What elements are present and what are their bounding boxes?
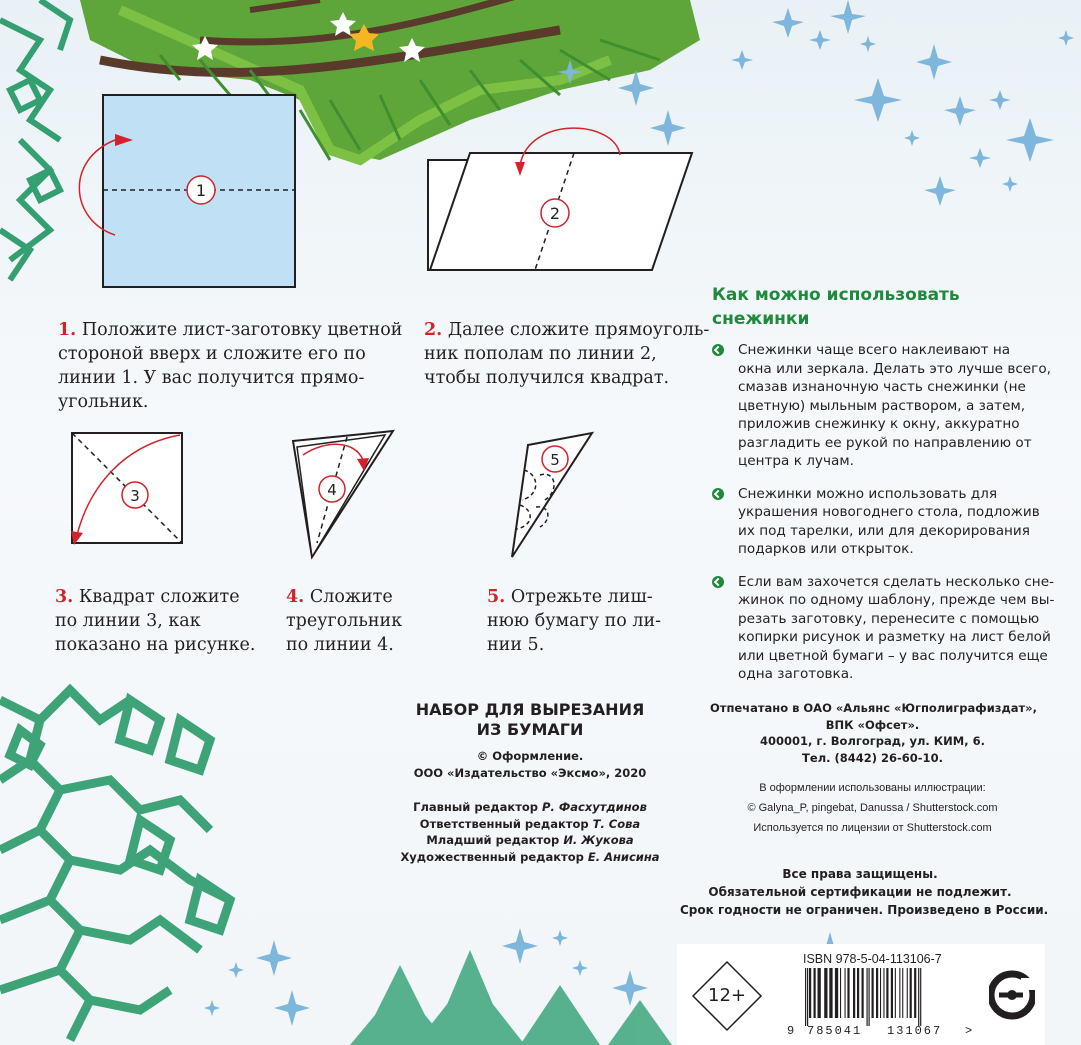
- step-4-number: 4.: [286, 587, 305, 607]
- usage-item-3-line-3: резать заготовку, перенесите с помощью: [738, 610, 1040, 627]
- barcode-bar: [809, 968, 811, 1018]
- barcode-bar: [876, 968, 878, 1018]
- printing-block: [710, 700, 1035, 838]
- step-5-number: 5.: [487, 587, 506, 607]
- step-1-caption: [58, 318, 402, 414]
- step-3-line-3: показано на рисунке.: [55, 635, 256, 655]
- editor-name: Е. Анисина: [587, 849, 660, 864]
- age-rating-text: 12+: [708, 985, 746, 1006]
- fold-diagram-3: [65, 425, 195, 555]
- barcode: [801, 968, 961, 1028]
- check-bullet-icon: [712, 488, 724, 500]
- isbn-panel: [677, 944, 1045, 1045]
- fold-diagram-2: [420, 110, 700, 280]
- diagram-label-4: 4: [327, 481, 337, 499]
- editor-line: [380, 832, 680, 849]
- illustrations-credits: [710, 778, 1035, 838]
- age-rating-badge: [691, 960, 763, 1032]
- diagram-label-1: 1: [195, 181, 207, 200]
- usage-item: [712, 485, 1054, 559]
- check-bullet-icon: [712, 344, 724, 356]
- editor-role: Ответственный редактор: [419, 816, 589, 831]
- illustrations-line-2: © Galyna_P, pingebat, Danussa / Shutterstock.com: [747, 802, 998, 814]
- barcode-bar: [914, 968, 916, 1018]
- barcode-bar: [814, 968, 816, 1018]
- barcode-bar: [883, 968, 884, 1018]
- barcode-bar: [805, 968, 806, 1026]
- step-2-number: 2.: [424, 320, 443, 340]
- barcode-bar: [807, 968, 808, 1026]
- step-3-caption: [55, 585, 255, 657]
- usage-item-2-line-3: их под тарелки, или для декорирования: [738, 522, 1030, 539]
- usage-item: [712, 573, 1054, 684]
- usage-item-1-line-7: центра к лучам.: [738, 453, 854, 469]
- step-4-line-1: Сложите: [309, 587, 393, 607]
- usage-item: [712, 341, 1054, 471]
- usage-item-3-line-1: Если вам захочется сделать несколько сне-: [738, 573, 1054, 590]
- fold-diagram-1: [60, 90, 310, 300]
- product-title: [380, 700, 680, 740]
- barcode-bar: [862, 968, 864, 1018]
- barcode-bar: [872, 968, 874, 1018]
- fold-diagram-4: [285, 425, 410, 570]
- printing-line-3: 400001, г. Волгоград, ул. КИМ, 6.: [760, 734, 985, 748]
- illustrations-line-3: Используется по лицензии от Shutterstock.com: [753, 822, 992, 834]
- rights-line-2: Обязательной сертификации не подлежит.: [708, 885, 1012, 899]
- barcode-bar: [869, 968, 870, 1026]
- usage-title-line-1: Как можно использовать: [712, 285, 960, 305]
- diagram-label-5: 5: [550, 451, 560, 469]
- eksmo-logo-icon: [989, 968, 1035, 1022]
- editor-name: И. Жукова: [563, 833, 634, 847]
- diagram-label-3: 3: [130, 487, 140, 505]
- barcode-bar: [899, 968, 900, 1018]
- barcode-bar: [895, 968, 896, 1018]
- usage-item-3-line-5: или цветной бумаги – у вас получится еще: [738, 647, 1048, 664]
- step-1-line-4: угольник.: [58, 392, 149, 412]
- printing-line-4: Тел. (8442) 26-60-10.: [802, 750, 943, 765]
- usage-section: [712, 283, 1054, 698]
- copyright-line-2: ООО «Издательство «Эксмо», 2020: [413, 765, 647, 780]
- step-1-line-3: линии 1. У вас получится прямо-: [58, 368, 365, 388]
- barcode-bar: [902, 968, 903, 1018]
- usage-item-1-line-6: разгладить ее рукой по направлению от: [738, 434, 1032, 451]
- snowflake-icon: [0, 690, 230, 1040]
- barcode-bar: [867, 968, 868, 1026]
- barcode-bar: [835, 968, 838, 1018]
- printing-line-1: Отпечатано в ОАО «Альянс «Югполиграфиздат»,: [710, 701, 1037, 715]
- usage-item-1-line-2: окна или зеркала. Делать это лучше всего,: [738, 360, 1051, 377]
- barcode-bar: [907, 968, 908, 1018]
- step-2-line-1: Далее сложите прямоуголь-: [447, 320, 710, 340]
- product-title-line-1: НАБОР ДЛЯ ВЫРЕЗАНИЯ: [415, 700, 645, 719]
- fir-tree-icon: [350, 950, 672, 1045]
- barcode-bar: [857, 968, 859, 1018]
- step-2-line-2: ник пополам по линии 2,: [424, 344, 657, 364]
- step-1-line-2: стороной вверх и сложите его по: [58, 344, 366, 364]
- barcode-group-2: 131067: [887, 1024, 943, 1038]
- barcode-bar: [891, 968, 893, 1018]
- usage-item-3-line-6: одна заготовка.: [738, 666, 854, 682]
- step-5-line-1: Отрежьте лиш-: [510, 587, 653, 607]
- step-4-line-3: по линии 4.: [286, 635, 394, 655]
- editor-role: Главный редактор: [413, 800, 539, 814]
- editor-line: [380, 849, 680, 866]
- check-bullet-icon: [712, 576, 724, 588]
- usage-item-1-line-5: приложив снежинку к окну, аккуратно: [738, 416, 1020, 432]
- barcode-bar: [847, 968, 849, 1018]
- editor-name: Р. Фасхутдинов: [542, 800, 647, 814]
- barcode-bar: [880, 968, 881, 1018]
- product-title-line-2: ИЗ БУМАГИ: [476, 720, 584, 739]
- barcode-trail: >: [965, 1024, 973, 1038]
- step-3-line-1: Квадрат сложите: [78, 587, 240, 607]
- editor-name: Т. Сова: [592, 816, 641, 831]
- barcode-bar: [824, 968, 827, 1018]
- step-5-line-2: нюю бумагу по ли-: [487, 611, 662, 631]
- barcode-bar: [853, 968, 855, 1018]
- editor-role: Младший редактор: [426, 833, 560, 847]
- step-1-number: 1.: [58, 320, 77, 340]
- editor-line: [380, 816, 680, 833]
- diagram-label-2: 2: [549, 204, 561, 223]
- usage-item-1-line-1: Снежинки чаще всего наклеивают на: [738, 342, 1011, 358]
- usage-item-2-line-1: Снежинки можно использовать для: [738, 485, 998, 502]
- barcode-bar: [818, 968, 821, 1018]
- barcode-bar: [840, 968, 841, 1018]
- barcode-bar: [918, 968, 919, 1026]
- barcode-bar: [920, 968, 921, 1026]
- step-5-line-3: нии 5.: [487, 635, 545, 655]
- step-2-caption: [424, 318, 709, 390]
- step-5-caption: [487, 585, 661, 657]
- barcode-bar: [829, 968, 832, 1018]
- barcode-group-1: 785041: [807, 1024, 863, 1038]
- step-2-line-3: чтобы получился квадрат.: [424, 368, 670, 388]
- step-3-line-2: по линии 3, как: [55, 611, 201, 631]
- editor-line: [380, 799, 680, 816]
- step-4-line-2: треугольник: [286, 611, 403, 631]
- illustrations-line-1: В оформлении использованы иллюстрации:: [759, 782, 986, 794]
- usage-item-2-line-4: подарков или открыток.: [738, 541, 914, 557]
- usage-item-2-line-2: украшения новогоднего стола, подложив: [738, 504, 1040, 520]
- rights-block: [680, 865, 1049, 919]
- rights-line-3: Срок годности не ограничен. Произведено в России.: [680, 903, 1049, 917]
- barcode-bar: [845, 968, 846, 1018]
- step-1-line-1: Положите лист-заготовку цветной: [81, 320, 403, 340]
- usage-item-3-line-4: копирки рисунок и разметку на лист белой: [738, 629, 1051, 645]
- imprint-block: [380, 700, 680, 865]
- usage-title: [712, 283, 1054, 331]
- step-3-number: 3.: [55, 587, 74, 607]
- usage-title-line-2: снежинки: [712, 309, 810, 329]
- fold-diagram-5: [500, 425, 610, 570]
- barcode-lead-digit: 9: [787, 1024, 795, 1038]
- copyright-line-1: © Оформление.: [476, 749, 584, 763]
- rights-line-1: Все права защищены.: [782, 867, 938, 881]
- barcode-bar: [886, 968, 888, 1018]
- barcode-bar: [910, 968, 912, 1018]
- usage-item-1-line-4: цветную) мыльным раствором, а затем,: [738, 397, 1026, 414]
- usage-item-3-line-2: жинок по одному шаблону, прежде чем вы-: [738, 592, 1055, 608]
- editor-role: Художественный редактор: [400, 849, 584, 864]
- printing-line-2: ВПК «Офсет».: [825, 717, 920, 732]
- isbn-text: ISBN 978-5-04-113106-7: [803, 952, 942, 966]
- step-4-caption: [286, 585, 402, 657]
- usage-item-1-line-3: смазав изнаночную часть снежинки (не: [738, 379, 1026, 395]
